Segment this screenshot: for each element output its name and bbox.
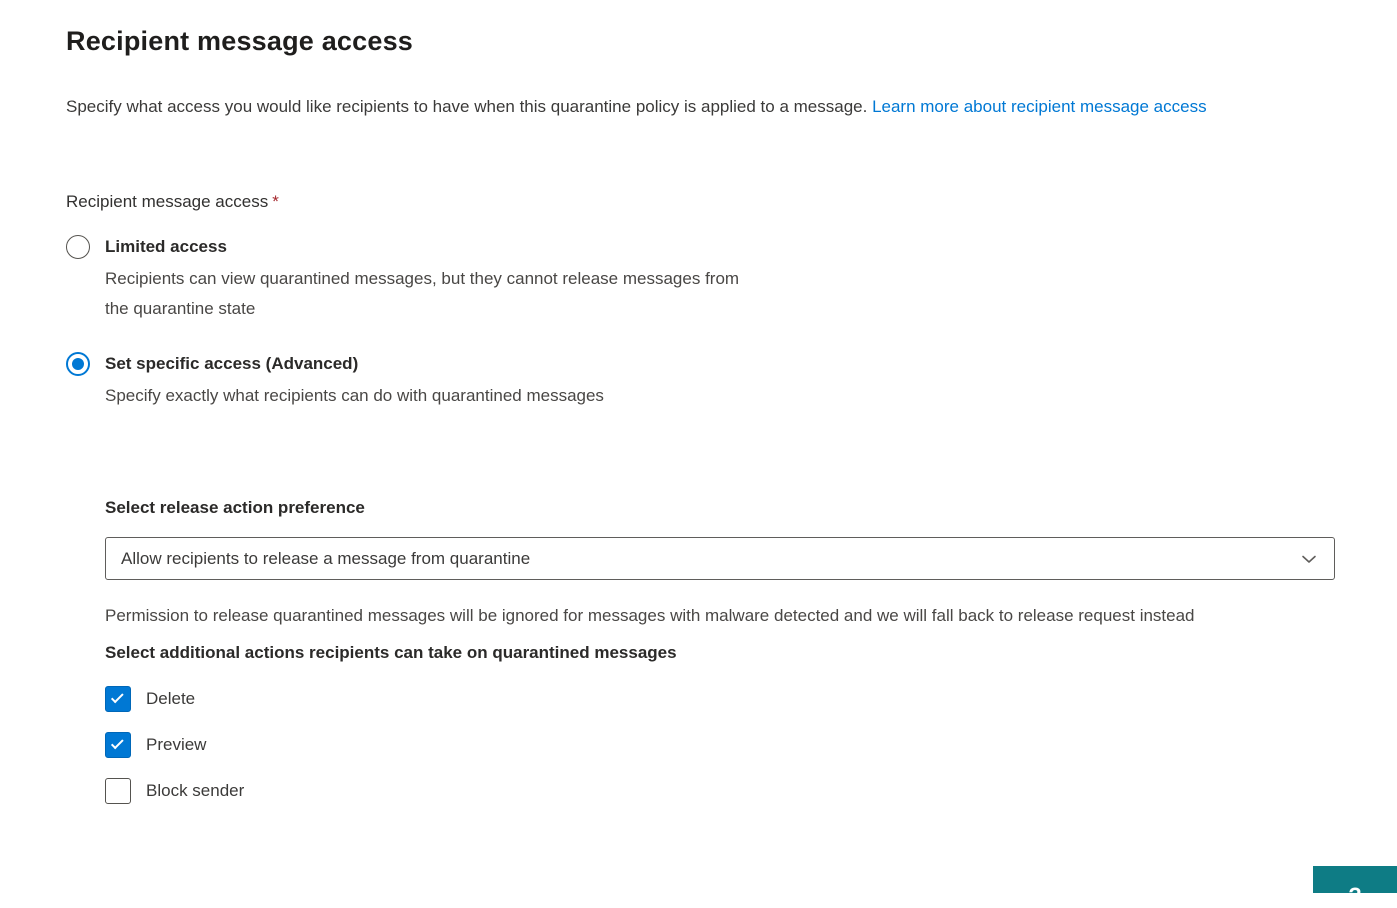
access-group-label	[66, 191, 1397, 213]
checkbox-delete-label: Delete	[146, 689, 196, 708]
additional-actions-label: Select additional actions recipients can take on quarantined messages	[105, 643, 677, 662]
advanced-settings-section	[105, 497, 1397, 804]
checkbox-row-preview[interactable]	[105, 732, 1397, 758]
chevron-down-icon[interactable]	[1298, 548, 1320, 570]
additional-actions-checkbox-list	[105, 686, 1397, 804]
checkbox-block-sender-label: Block sender	[146, 781, 245, 800]
checkbox-block-sender[interactable]	[105, 778, 131, 804]
radio-set-specific-access-text	[105, 352, 604, 411]
radio-limited-access-label: Limited access	[105, 237, 227, 256]
checkmark-icon	[111, 737, 124, 750]
release-preference-note: Permission to release quarantined messages will be ignored for messages with malware detected and we will fall back to release request instead	[105, 606, 1195, 625]
page-description	[66, 93, 1336, 121]
page-title: Recipient message access	[66, 26, 414, 56]
learn-more-link[interactable]: Learn more about recipient message access	[872, 97, 1207, 116]
radio-limited-access-description: Recipients can view quarantined messages, but they cannot release messages from the quarantine state	[105, 269, 740, 318]
radio-button-set-specific-access[interactable]	[66, 352, 90, 376]
help-button[interactable]	[1313, 866, 1397, 908]
radio-set-specific-access-description: Specify exactly what recipients can do with quarantined messages	[105, 386, 604, 405]
radio-limited-access-text	[105, 235, 760, 324]
radio-dot-icon	[72, 358, 84, 370]
radio-button-limited-access[interactable]	[66, 235, 90, 259]
checkbox-row-block-sender[interactable]	[105, 778, 1397, 804]
checkbox-preview-label: Preview	[146, 735, 207, 754]
help-icon: ?	[1348, 883, 1362, 908]
access-group-label-text: Recipient message access	[66, 192, 269, 211]
release-preference-selected-value: Allow recipients to release a message from quarantine	[121, 548, 531, 568]
radio-set-specific-access[interactable]	[66, 352, 1397, 411]
page-description-text: Specify what access you would like recipients to have when this quarantine policy is applied to a message.	[66, 97, 873, 116]
release-preference-dropdown[interactable]	[105, 537, 1335, 580]
checkmark-icon	[111, 691, 124, 704]
required-asterisk: *	[272, 192, 279, 211]
checkbox-delete[interactable]	[105, 686, 131, 712]
checkbox-row-delete[interactable]	[105, 686, 1397, 712]
radio-limited-access[interactable]	[66, 235, 1397, 324]
radio-set-specific-access-label: Set specific access (Advanced)	[105, 354, 359, 373]
release-preference-label: Select release action preference	[105, 498, 365, 517]
checkbox-preview[interactable]	[105, 732, 131, 758]
